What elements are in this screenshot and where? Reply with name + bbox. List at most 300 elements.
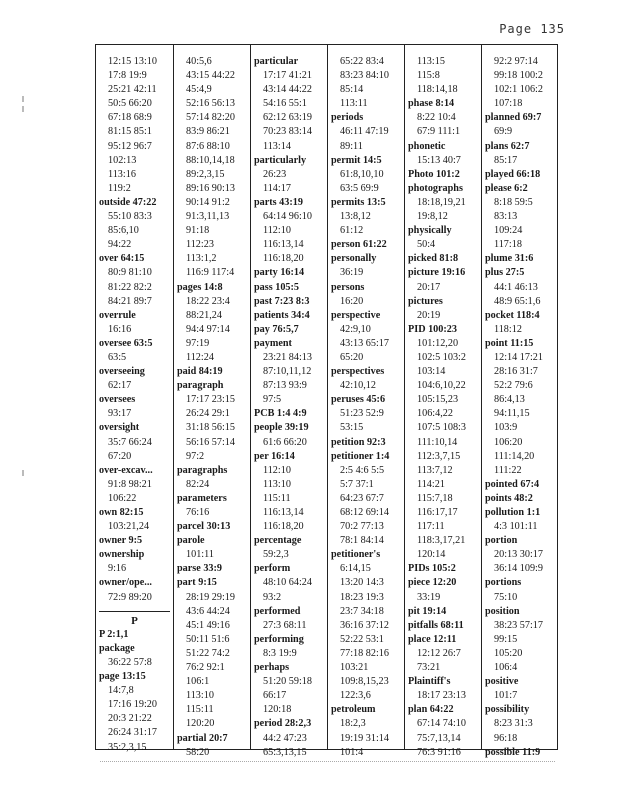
index-locator: 88:21,24 [186,309,222,321]
index-locator: 102:5 103:2 [417,351,466,363]
index-term: plans 62:7 [485,140,530,152]
index-locator: 85:14 [340,84,364,96]
index-locator: 50:4 [417,239,436,251]
index-locator: 26:23 [263,168,287,180]
index-term: oversight [99,422,140,434]
index-term: PIDs 105:2 [408,563,456,575]
index-locator: 55:10 83:3 [108,211,152,223]
index-term: perform [254,563,291,575]
index-locator: 18:23 19:3 [340,591,384,603]
index-locator: 113:10 [186,690,214,702]
index-locator: 13:8,12 [340,211,371,223]
index-term: perhaps [254,662,290,674]
index-locator: 86:4,13 [494,394,525,406]
index-locator: 118:3,17,21 [417,535,466,547]
index-locator: 18:17 23:13 [417,690,466,702]
index-locator: 85:17 [494,154,518,166]
index-locator: 17:8 19:9 [108,70,147,82]
index-locator: 114:17 [263,182,291,194]
index-locator: 83:13 [494,211,518,223]
index-locator: 31:18 56:15 [186,422,235,434]
index-locator: 106:4 [494,662,518,674]
index-locator: 113:14 [263,140,291,152]
index-term: pollution 1:1 [485,507,541,518]
index-locator: 109:24 [494,225,523,237]
index-column-5 [408,55,485,760]
index-locator: 83:9 86:21 [186,126,230,138]
index-locator: 45:1 49:16 [186,619,230,631]
index-term: PID 100:23 [408,323,457,335]
index-locator: 115:11 [263,492,291,504]
index-locator: 58:20 [186,746,210,758]
index-locator: 103:21,24 [108,521,150,533]
index-term: point 11:15 [485,337,534,349]
index-term: parameters [177,492,227,504]
margin-mark [22,106,24,112]
index-locator: 84:21 89:7 [108,295,152,307]
index-locator: 81:22 82:2 [108,281,152,293]
index-locator: 107:5 108:3 [417,422,466,434]
index-locator: 42:9,10 [340,323,371,335]
index-locator: 89:11 [340,140,363,152]
index-term: peruses 45:6 [331,394,386,406]
index-locator: 23:7 34:18 [340,605,384,617]
index-locator: 103:9 [494,422,518,434]
index-locator: 8:18 59:5 [494,196,533,208]
index-locator: 106:1 [186,676,210,688]
index-locator: 43:14 44:22 [263,84,312,96]
index-locator: 68:12 69:14 [340,507,389,518]
index-term: own 82:15 [99,507,144,518]
index-term: pitfalls 68:11 [408,619,464,631]
index-locator: 19:19 31:14 [340,732,389,744]
index-locator: 113:11 [340,98,368,110]
index-locator: 18:2,3 [340,718,366,730]
index-term: pictures [408,295,443,307]
index-locator: 89:2,3,15 [186,168,225,180]
index-locator: 44:1 46:13 [494,281,538,293]
index-locator: 66:17 [263,690,287,702]
index-term: over-excav... [99,464,153,476]
index-locator: 112:10 [263,464,291,476]
index-locator: 97:5 [263,394,282,406]
index-locator: 115:7,18 [417,492,453,504]
index-locator: 112:23 [186,239,214,251]
index-locator: 92:2 97:14 [494,56,538,67]
index-locator: 87:13 93:9 [263,380,307,392]
index-term: paragraph [177,380,224,392]
index-locator: 76:2 92:1 [186,662,225,674]
index-locator: 94:11,15 [494,408,530,420]
index-term: parcel 30:13 [177,521,231,533]
index-term: petroleum [331,704,376,716]
index-locator: 17:17 41:21 [263,70,312,82]
index-term: picked 81:8 [408,253,459,265]
index-locator: 106:22 [108,492,137,504]
index-locator: 16:20 [340,295,364,307]
index-locator: 116:18,20 [263,521,304,533]
index-locator: 113:10 [263,478,291,490]
index-term: petitioner's [331,549,381,561]
index-locator: 62:17 [108,380,132,392]
index-locator: 93:17 [108,408,132,420]
index-locator: 18:18,19,21 [417,196,466,208]
index-column-1 [99,55,176,755]
index-term: piece 12:20 [408,577,457,589]
index-locator: 102:1 106:2 [494,84,543,96]
index-term: pointed 67:4 [485,478,540,490]
index-locator: 33:19 [417,591,441,603]
index-locator: 51:20 59:18 [263,676,312,688]
index-locator: 50:5 66:20 [108,98,152,110]
index-locator: 15:13 40:7 [417,154,461,166]
index-term: particular [254,56,299,67]
index-term: portions [485,577,522,589]
index-locator: 48:9 65:1,6 [494,295,541,307]
index-locator: 26:24 31:17 [108,727,157,739]
index-term: personally [331,253,377,265]
index-locator: 8:22 10:4 [417,112,456,124]
index-term: pages 14:8 [177,281,223,293]
index-locator: 91:3,11,13 [186,211,230,223]
index-locator: 14:7,8 [108,685,134,697]
index-term: pocket 118:4 [485,309,540,321]
index-locator: 99:18 100:2 [494,70,543,82]
index-locator: 101:7 [494,690,518,702]
index-locator: 70:2 77:13 [340,521,384,533]
index-locator: 75:10 [494,591,518,603]
index-locator: 8:23 31:3 [494,718,533,730]
index-locator: 50:11 51:6 [186,633,230,645]
index-term: paid 84:19 [177,366,223,378]
index-locator: 119:2 [108,182,131,194]
index-locator: 61:12 [340,225,364,237]
index-term: photographs [408,182,463,194]
index-term: partial 20:7 [177,732,228,744]
margin-mark [22,470,24,476]
index-locator: 61:8,10,10 [340,168,384,180]
index-locator: 6:14,15 [340,563,371,575]
index-locator: 80:9 81:10 [108,267,152,279]
index-locator: 120:14 [417,549,446,561]
index-locator: 115:8 [417,70,440,82]
index-locator: 46:11 47:19 [340,126,389,138]
index-locator: 94:22 [108,239,132,251]
index-locator: 64:14 96:10 [263,211,312,223]
index-locator: 101:12,20 [417,337,459,349]
index-locator: 35:2,3,15 [108,741,147,753]
index-locator: 81:15 85:1 [108,126,152,138]
index-locator: 56:16 57:14 [186,436,235,448]
page-number: Page 135 [499,22,565,36]
index-term: physically [408,225,452,237]
index-locator: 103:14 [417,366,446,378]
index-column-4 [331,55,408,760]
index-term: planned 69:7 [485,112,542,124]
index-term: phase 8:14 [408,98,455,110]
index-locator: 20:19 [417,309,441,321]
index-locator: 73:21 [417,662,441,674]
index-locator: 38:23 57:17 [494,619,543,631]
index-locator: 113:1,2 [186,253,217,265]
index-locator: 107:18 [494,98,523,110]
index-term: page 13:15 [99,671,146,683]
index-term: oversees [99,394,136,406]
index-locator: 43:15 44:22 [186,70,235,82]
index-locator: 117:11 [417,521,445,533]
index-locator: 102:13 [108,154,137,166]
index-locator: 36:14 109:9 [494,563,543,575]
index-term: petitioner 1:4 [331,450,390,462]
index-locator: 65:3,13,15 [263,746,307,758]
index-term: positive [485,676,519,688]
index-term: petition 92:3 [331,436,386,448]
index-locator: 42:10,12 [340,380,376,392]
index-locator: 13:20 14:3 [340,577,384,589]
index-column-2 [177,55,254,760]
index-locator: 76:3 91:16 [417,746,461,758]
index-locator: 111:22 [494,464,522,476]
index-term: PCB 1:4 4:9 [254,408,307,420]
index-term: owner/ope... [99,577,152,589]
section-letter: P [131,614,138,627]
index-locator: 57:14 82:20 [186,112,235,124]
index-locator: 67:14 74:10 [417,718,466,730]
index-term: permits 13:5 [331,196,386,208]
index-locator: 48:10 64:24 [263,577,312,589]
index-term: played 66:18 [485,168,541,180]
index-locator: 43:13 65:17 [340,337,389,349]
footer-rule [100,756,555,762]
index-locator: 20:3 21:22 [108,713,152,725]
index-term: payment [254,337,292,349]
index-locator: 116:17,17 [417,507,458,518]
index-locator: 25:21 42:11 [108,84,157,96]
index-term: plume 31:6 [485,253,534,265]
index-locator: 19:8,12 [417,211,448,223]
index-locator: 91:18 [186,225,210,237]
index-term: Plaintiff's [408,676,451,688]
index-locator: 90:14 91:2 [186,196,230,208]
index-locator: 70:23 83:14 [263,126,312,138]
index-term: percentage [254,535,302,547]
index-locator: 12:15 13:10 [108,56,157,67]
index-locator: 112:10 [263,225,291,237]
index-locator: 82:24 [186,478,210,490]
index-term: persons [331,281,365,293]
index-term: over 64:15 [99,253,145,265]
index-term: past 7:23 8:3 [254,295,310,307]
index-term: Photo 101:2 [408,168,460,180]
index-term: perspectives [331,366,385,378]
index-locator: 59:2,3 [263,549,289,561]
index-locator: 65:22 83:4 [340,56,384,67]
index-locator: 12:14 17:21 [494,351,543,363]
index-locator: 116:13,14 [263,507,304,518]
index-term: pass 105:5 [254,281,300,293]
index-locator: 28:16 31:7 [494,366,538,378]
index-term: party 16:14 [254,267,305,279]
index-locator: 77:18 82:16 [340,647,389,659]
index-term: plan 64:22 [408,704,454,716]
index-locator: 45:4,9 [186,84,212,96]
index-term: possibility [485,704,530,716]
index-locator: 27:3 68:11 [263,619,307,631]
index-term: period 28:2,3 [254,718,312,730]
index-locator: 52:2 79:6 [494,380,533,392]
index-locator: 67:18 68:9 [108,112,152,124]
index-locator: 76:16 [186,507,210,518]
index-locator: 26:24 29:1 [186,408,230,420]
index-column-3 [254,55,331,760]
index-term: please 6:2 [485,182,528,194]
index-locator: 114:21 [417,478,445,490]
index-locator: 93:2 [263,591,282,603]
index-term: place 12:11 [408,633,457,645]
index-locator: 72:9 89:20 [108,591,152,603]
index-locator: 53:15 [340,422,364,434]
index-locator: 94:4 97:14 [186,323,230,335]
index-locator: 103:21 [340,662,369,674]
index-locator: 62:12 63:19 [263,112,312,124]
index-locator: 17:16 19:20 [108,699,157,711]
index-locator: 63:5 69:9 [340,182,379,194]
index-term: patients 34:4 [254,309,310,321]
index-column-6 [485,55,562,760]
index-locator: 116:9 117:4 [186,267,235,279]
index-locator: 105:15,23 [417,394,459,406]
index-term: phonetic [408,140,446,152]
index-locator: 97:2 [186,450,205,462]
index-locator: 63:5 [108,351,127,363]
index-locator: 51:22 74:2 [186,647,230,659]
index-locator: 106:4,22 [417,408,453,420]
index-locator: 4:3 101:11 [494,521,538,533]
index-term: ownership [99,549,145,561]
index-locator: 95:12 96:7 [108,140,152,152]
index-term: portion [485,535,518,547]
index-locator: 36:19 [340,267,364,279]
index-term: paragraphs [177,464,228,476]
index-locator: 52:16 56:13 [186,98,235,110]
index-term: possible 11:9 [485,746,541,758]
index-term: people 39:19 [254,422,309,434]
index-locator: 122:3,6 [340,690,371,702]
index-locator: 116:18,20 [263,253,304,265]
index-locator: 85:6,10 [108,225,139,237]
index-locator: 40:5,6 [186,56,212,67]
index-term: oversee 63:5 [99,337,153,349]
index-locator: 91:8 98:21 [108,478,152,490]
index-locator: 65:20 [340,351,364,363]
index-locator: 118:12 [494,323,522,335]
index-locator: 64:23 67:7 [340,492,384,504]
index-locator: 17:17 23:15 [186,394,235,406]
index-locator: 83:23 84:10 [340,70,389,82]
index-locator: 36:16 37:12 [340,619,389,631]
index-locator: 105:20 [494,647,523,659]
index-locator: 113:16 [108,168,136,180]
index-locator: 99:15 [494,633,518,645]
margin-mark [22,96,24,102]
index-locator: 87:6 88:10 [186,140,230,152]
index-locator: 87:10,11,12 [263,366,312,378]
index-locator: 43:6 44:24 [186,605,230,617]
index-locator: 36:22 57:8 [108,656,152,668]
index-term: owner 9:5 [99,535,143,547]
index-locator: 2:5 4:6 5:5 [340,464,385,476]
index-term: position [485,605,520,617]
index-locator: 104:6,10,22 [417,380,466,392]
index-locator: 118:14,18 [417,84,458,96]
index-locator: 20:17 [417,281,441,293]
index-term: picture 19:16 [408,267,466,279]
index-locator: 111:10,14 [417,436,458,448]
index-term: outside 47:22 [99,196,157,208]
index-locator: 89:16 90:13 [186,182,235,194]
index-locator: 113:15 [417,56,445,67]
index-locator: 8:3 19:9 [263,647,297,659]
index-locator: 23:21 84:13 [263,351,312,363]
index-term: per 16:14 [254,450,295,462]
index-locator: 5:7 37:1 [340,478,374,490]
index-locator: 112:24 [186,351,214,363]
index-locator: 28:19 29:19 [186,591,235,603]
index-locator: 75:7,13,14 [417,732,461,744]
index-term: overrule [99,309,136,321]
index-term: parole [177,535,205,547]
index-term: package [99,642,135,654]
index-locator: 111:14,20 [494,450,535,462]
index-locator: 120:20 [186,718,215,730]
index-term: parse 33:9 [177,563,222,575]
index-term: P 2:1,1 [99,628,129,640]
index-locator: 78:1 84:14 [340,535,384,547]
index-term: overseeing [99,366,145,378]
section-rule [99,611,170,612]
index-locator: 20:13 30:17 [494,549,543,561]
index-term: plus 27:5 [485,267,525,279]
index-locator: 101:11 [186,549,214,561]
index-locator: 35:7 66:24 [108,436,152,448]
index-locator: 88:10,14,18 [186,154,235,166]
index-locator: 69:9 [494,126,513,138]
index-locator: 115:11 [186,704,214,716]
index-locator: 52:22 53:1 [340,633,384,645]
index-locator: 67:20 [108,450,132,462]
index-locator: 120:18 [263,704,292,716]
index-locator: 96:18 [494,732,518,744]
index-term: person 61:22 [331,239,387,251]
index-locator: 97:19 [186,337,210,349]
index-term: periods [331,112,364,124]
index-locator: 109:8,15,23 [340,676,389,688]
index-locator: 112:3,7,15 [417,450,461,462]
index-term: part 9:15 [177,577,217,589]
index-term: permit 14:5 [331,154,382,166]
index-term: performed [254,605,301,617]
index-term: performing [254,633,304,645]
index-locator: 113:7,12 [417,464,453,476]
index-locator: 44:2 47:23 [263,732,307,744]
index-locator: 51:23 52:9 [340,408,384,420]
index-term: points 48:2 [485,492,533,504]
index-locator: 16:16 [108,323,132,335]
index-locator: 117:18 [494,239,522,251]
index-locator: 54:16 55:1 [263,98,307,110]
index-term: particularly [254,154,307,166]
index-locator: 61:6 66:20 [263,436,307,448]
